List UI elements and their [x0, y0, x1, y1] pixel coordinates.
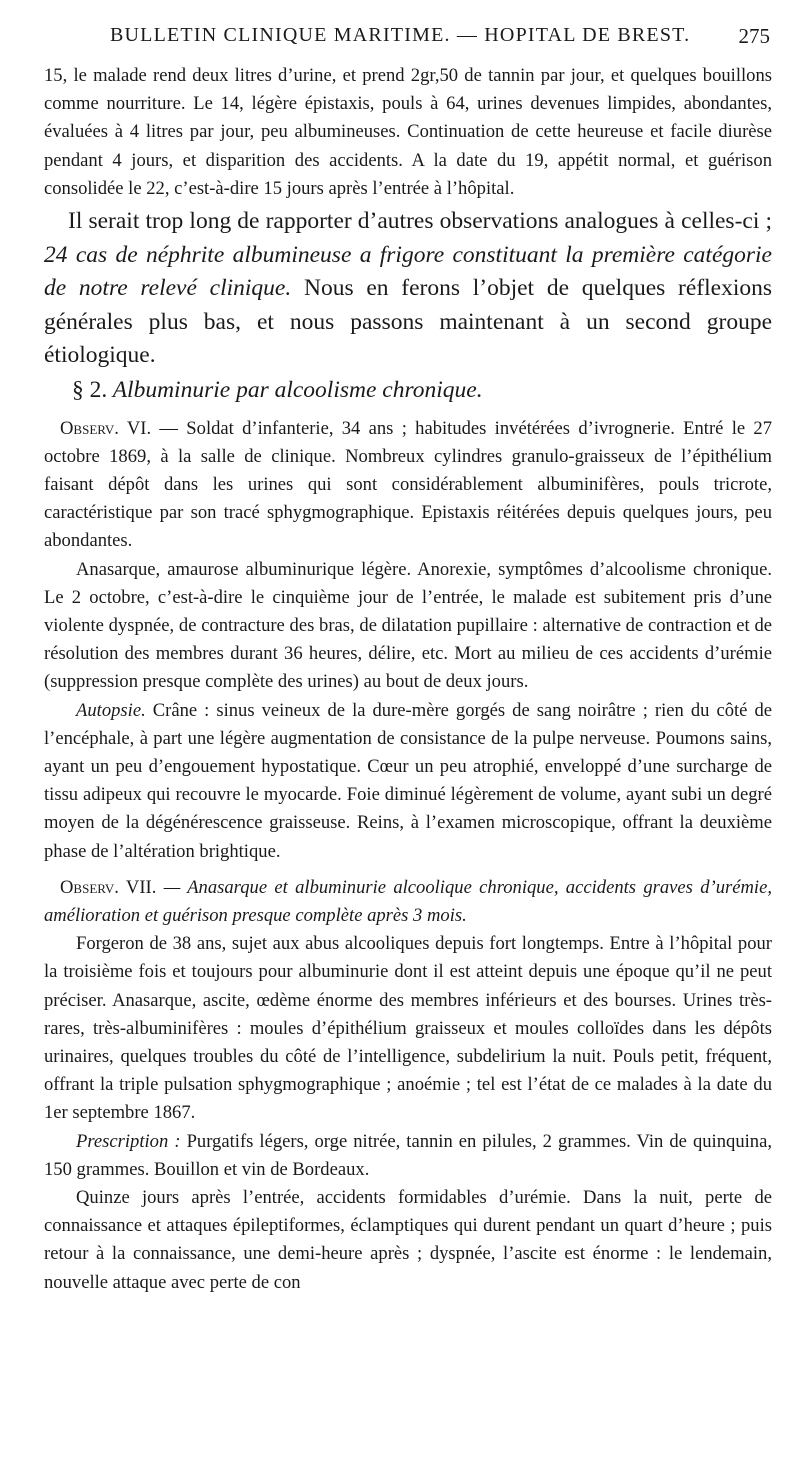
paragraph-case-continuation: 15, le malade rend deux litres d’urine, et prend 2gr,50 de tannin par jour, et quelques bouillons comme nourriture. Le 14, légère épistaxis, pouls à 64, urines devenues limpides, abondantes, évaluées à 4 litres par jour, peu albumineuses. Continuation de cette heureuse et facile diurèse pendant 4 jours, et disparition des accidents. A la date du 19, appétit normal, et guérison consolidée le 22, c’est-à-dire 15 jours après l’entrée à l’hôpital. — [44, 65, 772, 199]
observation-vii-label: Observ. VII. — [60, 876, 157, 898]
prescription-label: Prescription : — [76, 1130, 181, 1152]
summary-text-c: Nous en ferons l’objet de quelques réflexions générales plus bas, et nous passons maintenant à un second groupe étiologique. — [44, 275, 772, 369]
autopsy-text: Crâne : sinus veineux de la dure-mère gorgés de sang noirâtre ; rien du côté de l’encéphale, à part une légère augmentation de consistance de la pulpe nerveuse. Poumons sains, ayant un peu d’engouement hypostatique. Cœur un peu atrophié, enveloppé d’une surcharge de tissu adipeux qui recouvre le myocarde. Foie diminué légèrement de volume, ayant subi un degré moyen de la dégénérescence graisseuse. Reins, à l’examen microscopique, offrant la deuxième phase de l’altération brightique. — [44, 699, 772, 862]
observation-vi-label: Observ. VI. — [60, 417, 152, 439]
paragraph-uremia-episode: Quinze jours après l’entrée, accidents formidables d’urémie. Dans la nuit, perte de connaissance et attaques épileptiformes, éclamptiques qui durent pendant un quart d’heure ; puis retour à la connaissance, une demi-heure après ; dyspnée, l’ascite est énorme : le lendemain, nouvelle attaque avec perte de con — [44, 1187, 772, 1293]
observation-vii — [44, 874, 772, 930]
page-number: 275 — [738, 24, 770, 48]
prescription-text: Purgatifs légers, orge nitrée, tannin en pilules, 2 grammes. Vin de quinquina, 150 grammes. Bouillon et vin de Bordeaux. — [44, 1130, 772, 1180]
summary-text-a: Il serait trop long de rapporter d’autres observations analogues à celles-ci ; — [68, 208, 772, 235]
paragraph-symptoms: Anasarque, amaurose albuminurique légère. Anorexie, symptômes d’alcoolisme chronique. Le 2 octobre, c’est-à-dire le cinquième jour de l’entrée, le malade est subitement pris d’une violente dyspnée, de contracture des bras, de dilatation pupillaire : alternative de contraction et de résolution des membres durant 36 heures, délire, etc. Mort au milieu de ces accidents d’urémie (suppression presque complète des urines) au bout de deux jours. — [44, 558, 772, 693]
autopsy-label: Autopsie. — [76, 699, 146, 721]
paragraph-autopsy — [44, 697, 772, 866]
page-header — [110, 24, 770, 58]
paragraph-prescription — [44, 1128, 772, 1184]
observation-vi — [44, 415, 772, 556]
paragraph-patient-history: Forgeron de 38 ans, sujet aux abus alcooliques depuis fort longtemps. Entre à l’hôpital pour la troisième fois et toujours pour albuminurie dont il est atteint depuis une époque qu’il ne peut préciser. Anasarque, ascite, œdème énorme des membres inférieurs et des bourses. Urines très-rares, très-albuminifères : moules d’épithélium graisseux et moules colloïdes dans les dépôts urinaires, quelques troubles du côté de l’intelligence, subdelirium la nuit. Pouls petit, fréquent, offrant la triple pulsation sphygmographique ; anoémie ; tel est l’état de ce malades à la date du 1er septembre 1867. — [44, 933, 772, 1124]
observation-vi-text: — Soldat d’infanterie, 34 ans ; habitudes invétérées d’ivrognerie. Entré le 27 octobre 1869, à la salle de clinique. Nombreux cylindres granulo-graisseux de l’épithélium faisant dépôt dans les urines qui sont considérablement albuminifères, pouls tricrote, caractéristique par son tracé sphygmographique. Epistaxis réitérées depuis quelques jours, peu abondantes. — [44, 417, 772, 552]
paragraph-summary — [44, 205, 772, 373]
body-text — [44, 62, 772, 1297]
summary-emphasis: 24 cas de néphrite albumineuse a frigore constituant la première catégorie de notre relevé clinique. — [44, 241, 772, 302]
observation-vii-title: — Anasarque et albuminurie alcoolique chronique, accidents graves d’urémie, amélioration et guérison presque complète après 3 mois. — [44, 876, 772, 926]
running-title: BULLETIN CLINIQUE MARITIME. — HOPITAL DE BREST. — [110, 24, 691, 46]
section-heading — [44, 373, 772, 407]
section-number: § 2. — [72, 376, 108, 403]
section-title: Albuminurie par alcoolisme chronique. — [112, 376, 483, 403]
